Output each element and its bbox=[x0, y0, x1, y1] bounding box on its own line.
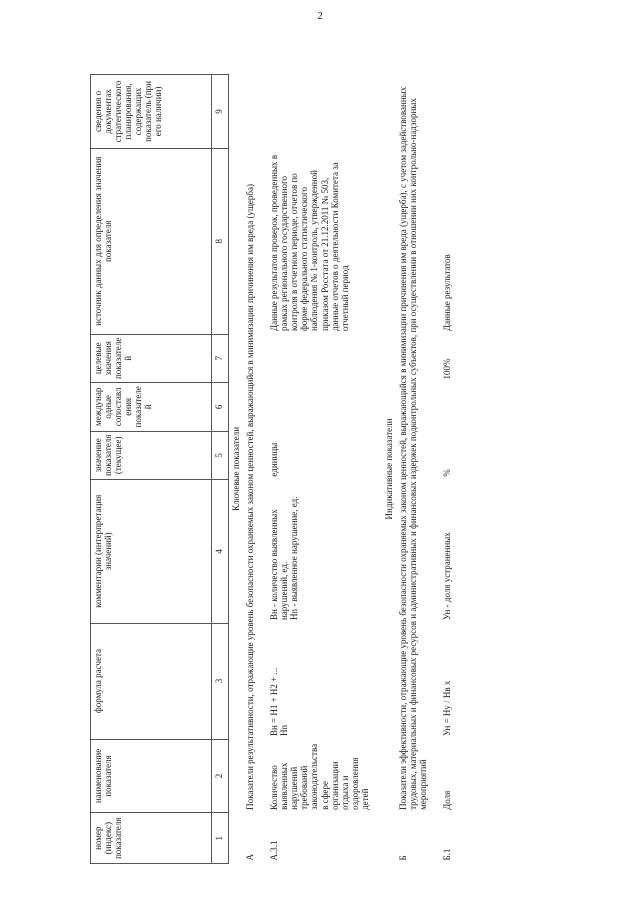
row-comment bbox=[267, 480, 372, 623]
row-documents bbox=[440, 75, 454, 149]
row-b1 bbox=[440, 75, 454, 864]
header-cell: комментарии (интерпретация значений) bbox=[91, 480, 212, 623]
row-code: А.3.1 bbox=[269, 840, 280, 861]
section-a-text: Показатели результативности, отражающие уровень безопасности охраняемых законом ценностей, выражающийся в минимизации причинения им вреда (ущерба) bbox=[245, 184, 256, 810]
comment-line: Вн - количество выявленных нарушений, ед. bbox=[269, 509, 290, 621]
header-cell: формула расчета bbox=[91, 623, 212, 739]
key-indicators-row bbox=[229, 75, 244, 864]
indicative-title: Индикативные показатели bbox=[383, 418, 394, 520]
row-documents bbox=[267, 75, 372, 149]
row-target bbox=[267, 334, 372, 383]
column-number: 6 bbox=[212, 383, 229, 432]
header-cell: сведения о документах стратегического планирования, содержащих показатель (при его наличии) bbox=[91, 75, 212, 149]
row-target: 100% bbox=[442, 358, 453, 380]
comment-line: Нn - выявленное нарушение, ед. bbox=[289, 496, 300, 621]
row-comment: Ун - доля устраненных bbox=[442, 532, 453, 621]
indicators-table bbox=[90, 74, 454, 864]
header-cell: наименование показателя bbox=[91, 739, 212, 813]
column-number: 1 bbox=[212, 813, 229, 864]
rotated-sheet bbox=[90, 52, 550, 872]
header-cell: источник данных для определения значения показателя bbox=[91, 148, 212, 334]
table-header-row bbox=[91, 75, 212, 864]
section-b-row bbox=[396, 75, 430, 864]
row-code: Б.1 bbox=[442, 848, 453, 861]
indicative-row bbox=[382, 75, 396, 864]
header-cell: значение показателя (текущее) bbox=[91, 431, 212, 480]
column-number: 2 bbox=[212, 739, 229, 813]
column-number-row bbox=[212, 75, 229, 864]
page-number: 2 bbox=[317, 10, 323, 22]
header-cell: международные сопоставления показателей bbox=[91, 383, 212, 432]
row-a31 bbox=[267, 75, 372, 864]
row-international bbox=[440, 383, 454, 432]
section-a-code: А bbox=[245, 854, 256, 861]
row-international bbox=[267, 383, 372, 432]
section-a-row bbox=[243, 75, 257, 864]
column-number: 5 bbox=[212, 431, 229, 480]
row-source: Данные результатов проверок, проведенных в рамках регионального государственного контроля в отчетном периоде, отчетов по форме федерального статистического наблюдения № 1-контроль, утвержденной приказом Росстата от 21.12.2011 № 503, данные отчетов о деятельности Комитета за отчетный период bbox=[269, 155, 350, 332]
column-number: 7 bbox=[212, 334, 229, 383]
row-name: Количество выявленных нарушений требований законодательства в сфере организации отдыха и оздоровления детей bbox=[269, 743, 370, 810]
row-formula bbox=[267, 623, 372, 739]
formula-line: Вн = Н1 + Н2 + ... bbox=[269, 667, 280, 737]
row-unit: % bbox=[442, 469, 453, 477]
row-formula: Ун = Ну / Нв х bbox=[442, 680, 453, 737]
column-number: 9 bbox=[212, 75, 229, 149]
section-b-text: Показатели эффективности, отражающие уровень безопасности охраняемых законом ценностей, выражающийся в минимизации причинения им вреда (ущерба), с учетом задействованных трудовых, материальных и финансовых ресурсов и административных и финансовых издержек подконтрольных субъектов, при осуществлении в отношении них контрольно-надзорных мероприятий bbox=[398, 86, 429, 810]
header-cell: целевые значения показателей bbox=[91, 334, 212, 383]
column-number: 8 bbox=[212, 148, 229, 334]
formula-line: Нn bbox=[279, 725, 290, 737]
column-number: 4 bbox=[212, 480, 229, 623]
key-indicators-title: Ключевые показатели bbox=[231, 426, 241, 512]
row-source: Данные результатов bbox=[442, 254, 453, 332]
column-number: 3 bbox=[212, 623, 229, 739]
section-b-code: Б bbox=[398, 855, 409, 861]
row-name: Доля bbox=[442, 790, 453, 810]
header-cell: номер (индекс) показателя bbox=[91, 813, 212, 864]
row-unit: единицы bbox=[269, 442, 280, 477]
